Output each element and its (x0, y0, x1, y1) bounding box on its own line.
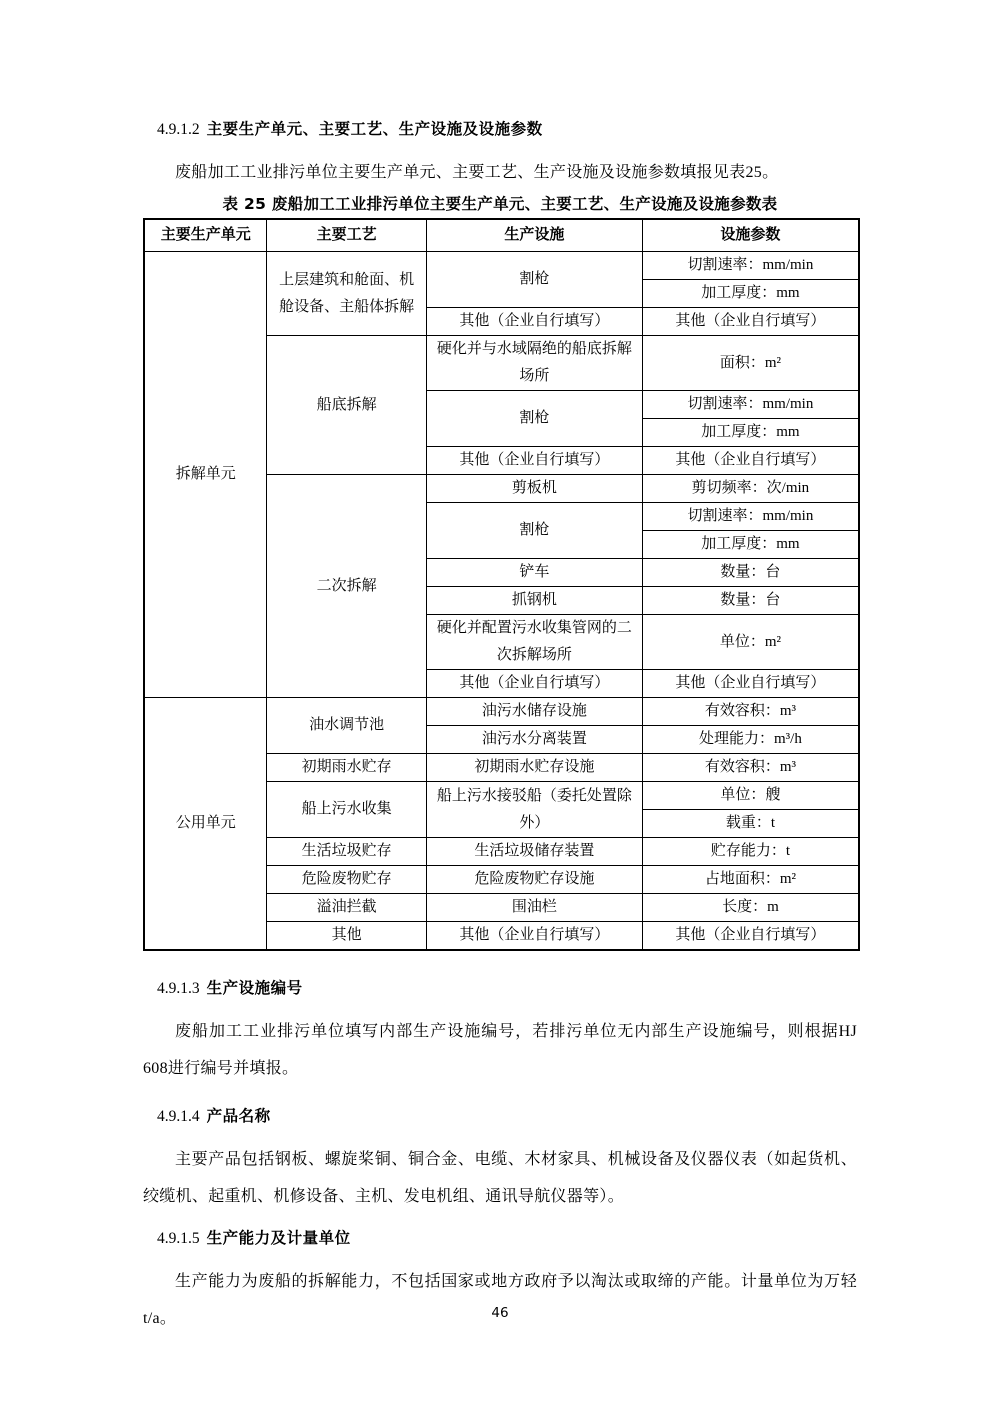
section-heading-4-9-1-2 (143, 118, 857, 141)
section-title: 主要生产单元、主要工艺、生产设施及设施参数 (206, 120, 543, 138)
section-heading-4-9-1-5 (143, 1227, 857, 1250)
table-cell: 其他 (267, 922, 426, 951)
table-cell: 铲车 (426, 559, 642, 587)
table-title: 表 25 废船加工工业排污单位主要生产单元、主要工艺、生产设施及设施参数表 (222, 195, 778, 213)
table-cell: 油水调节池 (267, 698, 426, 754)
table-cell: 加工厚度：mm (642, 531, 859, 559)
table-cell: 硬化并配置污水收集管网的二次拆解场所 (426, 615, 642, 670)
table-cell: 其他（企业自行填写） (642, 670, 859, 698)
facility-parameters-table (143, 218, 860, 951)
section-title: 产品名称 (206, 1107, 271, 1125)
table-cell: 生活垃圾储存装置 (426, 838, 642, 866)
column-header: 主要生产单元 (144, 219, 267, 252)
intro-paragraph: 废船加工工业排污单位主要生产单元、主要工艺、生产设施及设施参数填报见表25。 (175, 164, 779, 181)
table-cell: 切割速率：mm/min (642, 252, 859, 280)
table-cell: 贮存能力：t (642, 838, 859, 866)
table-cell: 公用单元 (144, 698, 267, 951)
table-cell: 上层建筑和舱面、机舱设备、主船体拆解 (267, 252, 426, 336)
table-cell: 数量：台 (642, 559, 859, 587)
section-number: 4.9.1.4 (157, 1108, 200, 1125)
table-cell: 初期雨水贮存设施 (426, 754, 642, 782)
table-cell: 割枪 (426, 252, 642, 308)
table-cell: 单位：m² (642, 615, 859, 670)
table-cell: 长度：m (642, 894, 859, 922)
section-heading-4-9-1-3 (143, 977, 857, 1000)
table-header-row (144, 219, 859, 252)
table-cell: 切割速率：mm/min (642, 503, 859, 531)
table-cell: 拆解单元 (144, 252, 267, 698)
table-cell: 抓钢机 (426, 587, 642, 615)
page-number: 46 (491, 1305, 509, 1321)
column-header: 主要工艺 (267, 219, 426, 252)
table-cell: 危险废物贮存 (267, 866, 426, 894)
table-cell: 二次拆解 (267, 475, 426, 698)
table-row (144, 698, 859, 726)
table-cell: 有效容积：m³ (642, 698, 859, 726)
page-content (143, 0, 857, 1337)
table-cell: 硬化并与水域隔绝的船底拆解场所 (426, 336, 642, 391)
table-cell: 其他（企业自行填写） (642, 922, 859, 951)
table-cell: 剪板机 (426, 475, 642, 503)
table-cell: 割枪 (426, 503, 642, 559)
table-cell: 船上污水收集 (267, 782, 426, 838)
table-cell: 加工厚度：mm (642, 419, 859, 447)
table-cell: 围油栏 (426, 894, 642, 922)
section-number: 4.9.1.3 (157, 980, 200, 997)
table-cell: 其他（企业自行填写） (426, 922, 642, 951)
table-cell: 载重：t (642, 810, 859, 838)
table-cell: 油污水分离装置 (426, 726, 642, 754)
table-cell: 危险废物贮存设施 (426, 866, 642, 894)
capacity-paragraph: 生产能力为废船的拆解能力，不包括国家或地方政府予以淘汰或取缔的产能。计量单位为万轻t/a。 (143, 1273, 857, 1327)
facility-numbering-paragraph: 废船加工工业排污单位填写内部生产设施编号，若排污单位无内部生产设施编号，则根据HJ 608进行编号并填报。 (143, 1023, 857, 1077)
table-cell: 其他（企业自行填写） (426, 670, 642, 698)
section-heading-4-9-1-4 (143, 1105, 857, 1128)
table-cell: 割枪 (426, 391, 642, 447)
table-cell: 其他（企业自行填写） (642, 447, 859, 475)
column-header: 设施参数 (642, 219, 859, 252)
product-name-paragraph: 主要产品包括钢板、螺旋桨铜、铜合金、电缆、木材家具、机械设备及仪器仪表（如起货机、绞缆机、起重机、机修设备、主机、发电机组、通讯导航仪器等）。 (143, 1151, 857, 1205)
table-cell: 有效容积：m³ (642, 754, 859, 782)
table-cell: 面积：m² (642, 336, 859, 391)
table-cell: 加工厚度：mm (642, 280, 859, 308)
table-cell: 其他（企业自行填写） (426, 447, 642, 475)
column-header: 生产设施 (426, 219, 642, 252)
section-title: 生产设施编号 (206, 979, 303, 997)
section-number: 4.9.1.2 (157, 121, 200, 138)
table-cell: 处理能力：m³/h (642, 726, 859, 754)
table-cell: 船底拆解 (267, 336, 426, 475)
table-cell: 其他（企业自行填写） (426, 308, 642, 336)
table-cell: 油污水储存设施 (426, 698, 642, 726)
table-cell: 船上污水接驳船（委托处置除外） (426, 782, 642, 838)
table-cell: 单位：艘 (642, 782, 859, 810)
table-cell: 其他（企业自行填写） (642, 308, 859, 336)
table-cell: 生活垃圾贮存 (267, 838, 426, 866)
table-cell: 剪切频率：次/min (642, 475, 859, 503)
table-cell: 初期雨水贮存 (267, 754, 426, 782)
section-number: 4.9.1.5 (157, 1230, 200, 1247)
table-cell: 数量：台 (642, 587, 859, 615)
section-title: 生产能力及计量单位 (206, 1229, 351, 1247)
table-cell: 切割速率：mm/min (642, 391, 859, 419)
table-cell: 溢油拦截 (267, 894, 426, 922)
table-row (144, 252, 859, 280)
table-cell: 占地面积：m² (642, 866, 859, 894)
